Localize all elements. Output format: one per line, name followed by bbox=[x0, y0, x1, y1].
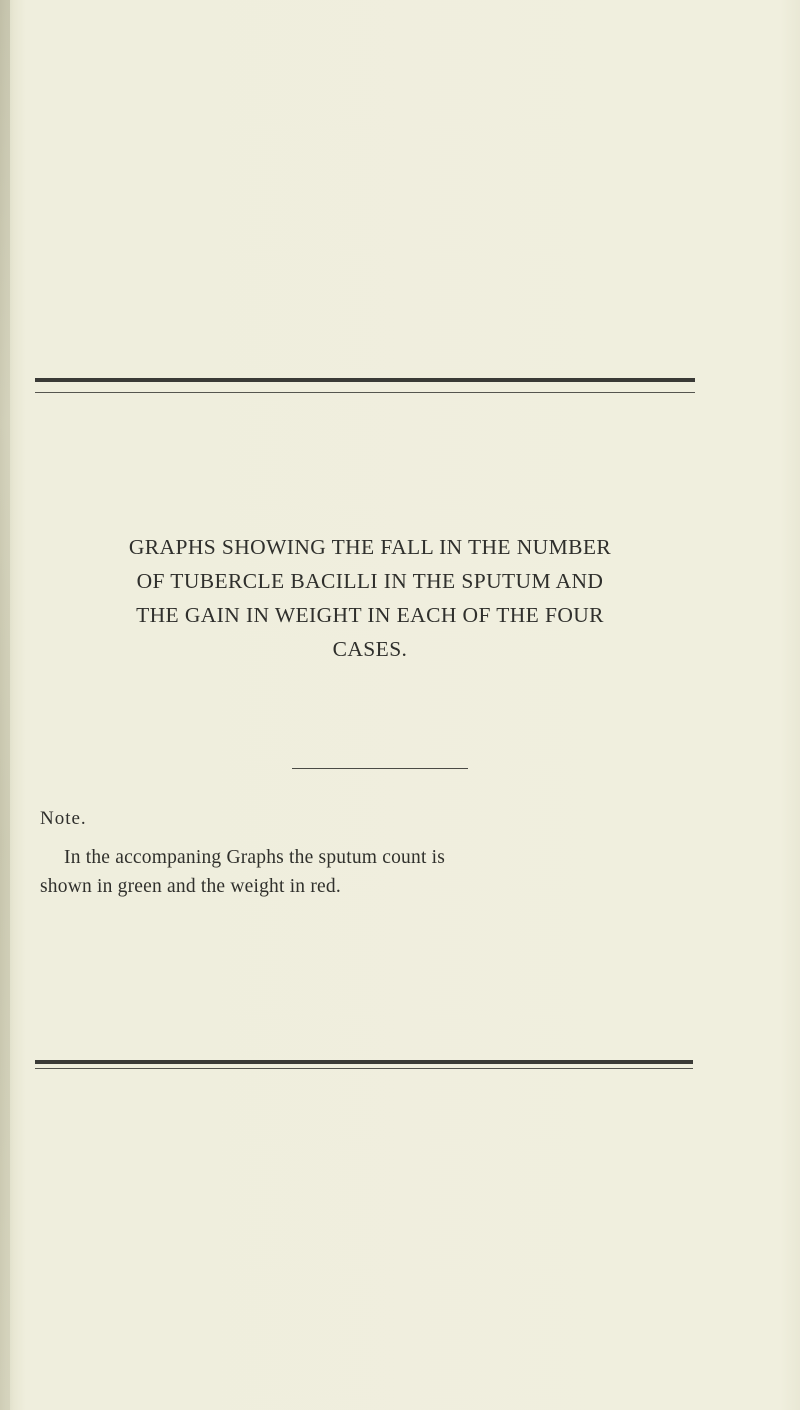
note-line-2: shown in green and the weight in red. bbox=[40, 876, 341, 897]
top-double-rule bbox=[35, 378, 695, 398]
note-heading: Note. bbox=[40, 808, 87, 829]
title-line-2: OF TUBERCLE BACILLI IN THE SPUTUM AND bbox=[136, 569, 604, 593]
top-rule-thick bbox=[35, 378, 695, 382]
title-line-3: THE GAIN IN WEIGHT IN EACH OF THE FOUR bbox=[136, 603, 604, 627]
top-rule-thin bbox=[35, 392, 695, 393]
note-body bbox=[40, 843, 712, 901]
note-line-1: In the accompaning Graphs the sputum count is bbox=[64, 847, 446, 868]
title-line-1: GRAPHS SHOWING THE FALL IN THE NUMBER bbox=[128, 535, 612, 559]
page-title bbox=[40, 530, 700, 666]
divider-rule bbox=[292, 768, 468, 769]
bottom-rule-thick bbox=[35, 1060, 693, 1064]
title-line-4: CASES. bbox=[332, 637, 408, 661]
page-edge bbox=[0, 0, 10, 1410]
bottom-double-rule bbox=[35, 1060, 695, 1080]
bottom-rule-thin bbox=[35, 1068, 693, 1069]
